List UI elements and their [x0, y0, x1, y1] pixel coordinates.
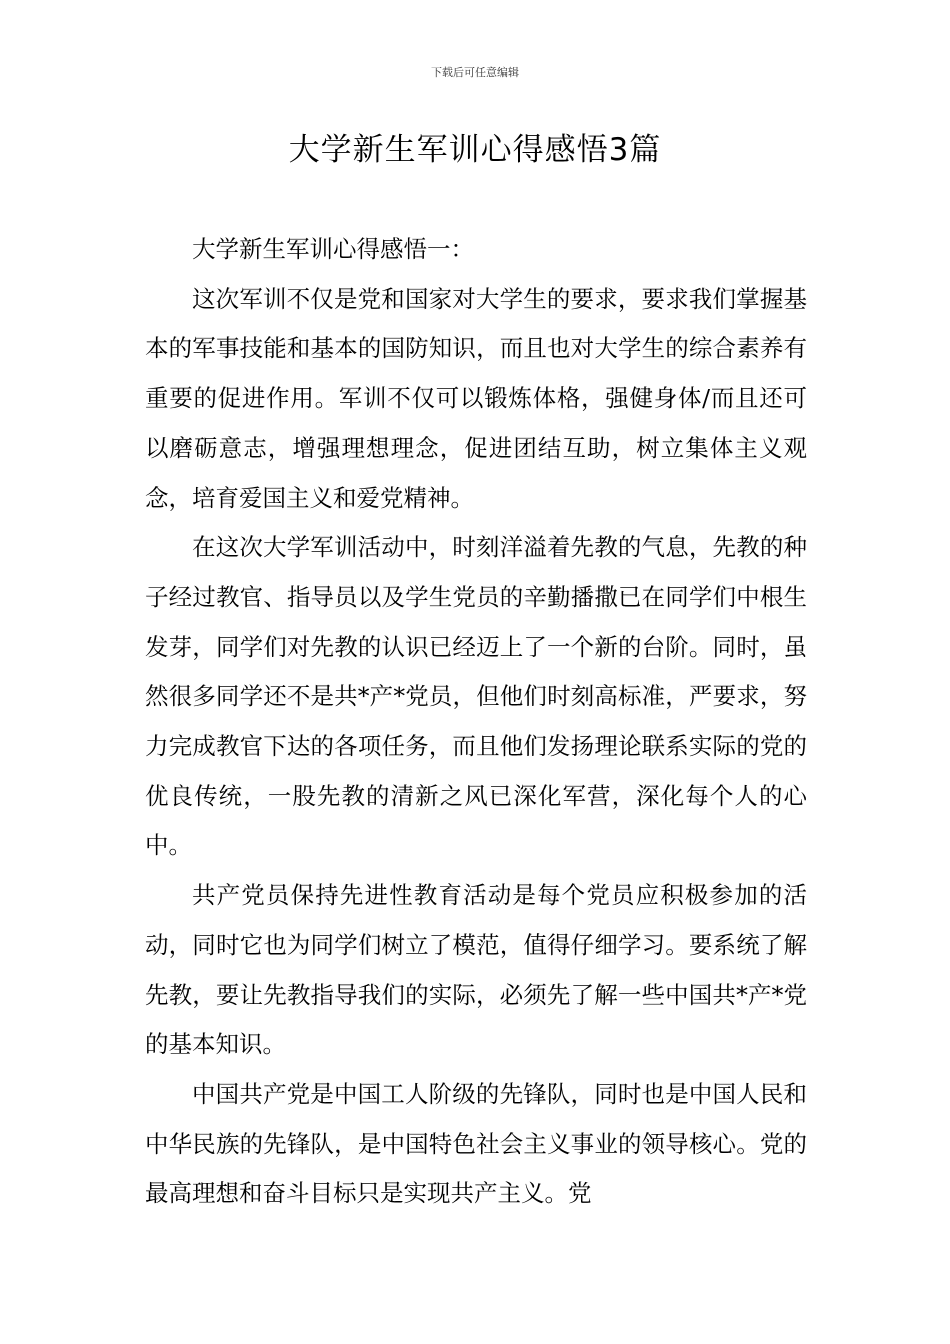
- paragraph-1: 这次军训不仅是党和国家对大学生的要求，要求我们掌握基本的军事技能和基本的国防知识，而且也对大学生的综合素养有重要的促进作用。军训不仅可以锻炼体格，强健身体/而且还可以磨砺意志，增强理想理念，促进团结互助，树立集体主义观念，培育爱国主义和爱党精神。: [145, 284, 807, 512]
- header-note: 下载后可任意编辑: [431, 66, 519, 79]
- paragraph-3: 共产党员保持先进性教育活动是每个党员应积极参加的活动，同时它也为同学们树立了模范，值得仔细学习。要系统了解先教，要让先教指导我们的实际，必须先了解一些中国共*产*党的基本知识。: [145, 881, 807, 1059]
- document-title: 大学新生军训心得感悟3篇: [288, 132, 662, 168]
- paragraph-2: 在这次大学军训活动中，时刻洋溢着先教的气息，先教的种子经过教官、指导员以及学生党员的辛勤播撒已在同学们中根生发芽，同学们对先教的认识已经迈上了一个新的台阶。同时，虽然很多同学还不是共*产*党员，但他们时刻高标准，严要求，努力完成教官下达的各项任务，而且他们发扬理论联系实际的党的优良传统，一股先教的清新之风已深化军营，深化每个人的心中。: [145, 533, 807, 860]
- document-body: [145, 225, 807, 1219]
- paragraph-4: 中国共产党是中国工人阶级的先锋队，同时也是中国人民和中华民族的先锋队，是中国特色社会主义事业的领导核心。党的最高理想和奋斗目标只是实现共产主义。党: [145, 1079, 807, 1208]
- paragraph-section-heading: 大学新生军训心得感悟一：: [192, 235, 474, 263]
